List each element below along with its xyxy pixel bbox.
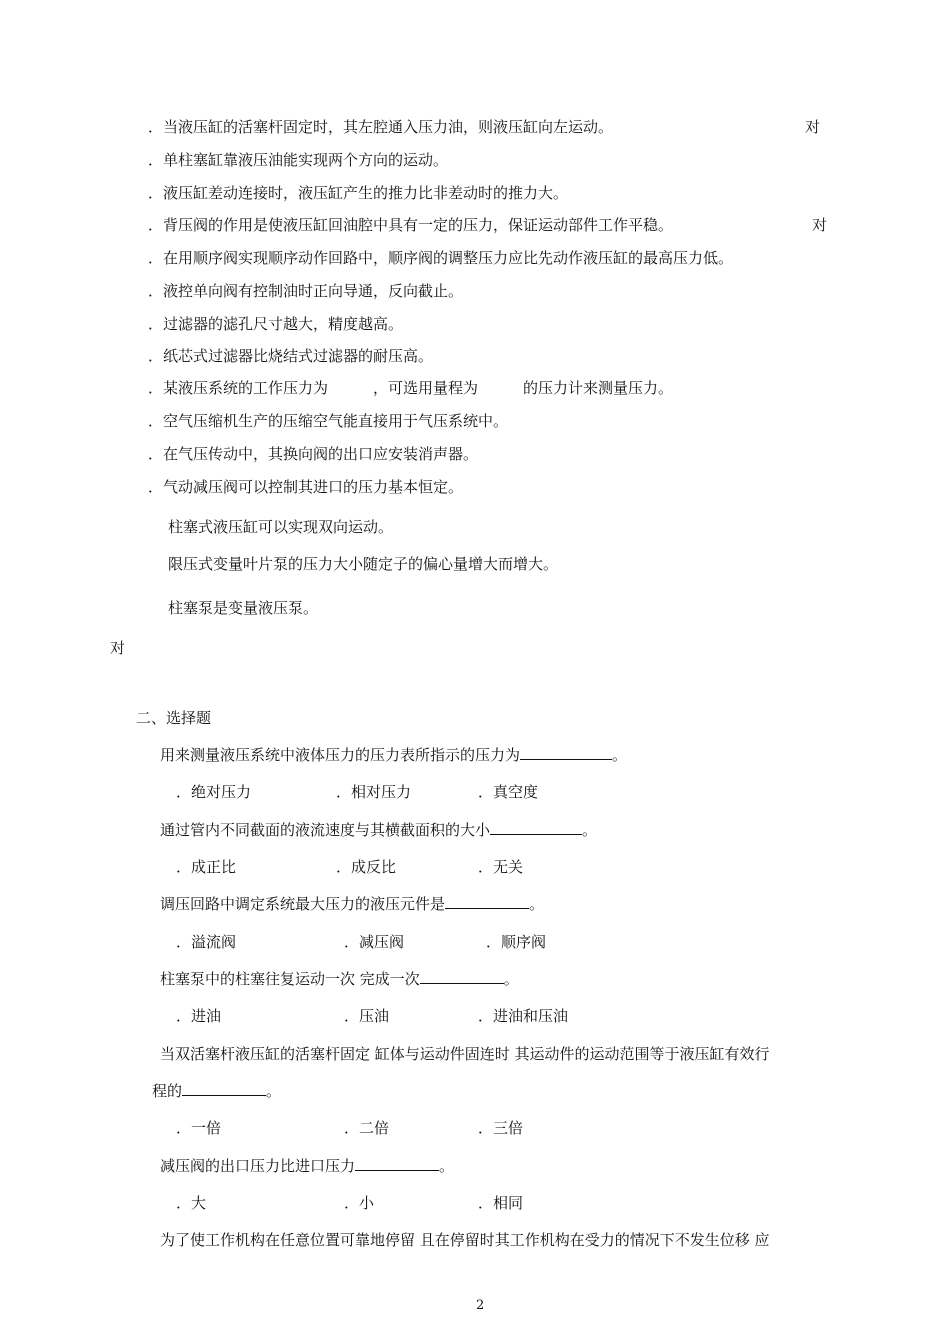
option: ．小 [344,1194,375,1212]
extra-item: 限压式变量叶片泵的压力大小随定子的偏心量增大而增大。 [168,555,559,573]
option: ．进油和压油 [478,1007,569,1025]
answer-blank [490,820,582,835]
question-stem: 通过管内不同截面的液流速度与其横截面积的大小 。 [160,821,598,839]
option: ．绝对压力 [176,783,252,801]
option: ．减压阀 [344,933,405,951]
judgement-item: ．背压阀的作用是使液压缸回油腔中具有一定的压力，保证运动部件工作平稳。 [148,216,674,234]
judgement-item: ．液压缸差动连接时，液压缸产生的推力比非差动时的推力大。 [148,184,569,202]
option: ．二倍 [344,1119,390,1137]
answer-mark: 对 [812,216,828,234]
answer-blank [182,1081,266,1096]
judgement-item: ．某液压系统的工作压力为 ，可选用量程为 的压力计来测量压力。 [148,379,674,397]
answer-blank [445,894,529,909]
option: ．三倍 [478,1119,524,1137]
judgement-item: ．液控单向阀有控制油时正向导通，反向截止。 [148,282,464,300]
judgement-item: ．空气压缩机生产的压缩空气能直接用于气压系统中。 [148,412,509,430]
option: ．大 [176,1194,207,1212]
answer-blank [420,969,504,984]
answer-mark: 对 [805,118,821,136]
answer-mark: 对 [110,639,126,657]
judgement-item: ．在用顺序阀实现顺序动作回路中，顺序阀的调整压力应比先动作液压缸的最高压力低。 [148,249,734,267]
question-stem: 用来测量液压系统中液体压力的压力表所指示的压力为 。 [160,746,628,764]
answer-blank [520,745,612,760]
judgement-item: ．单柱塞缸靠液压油能实现两个方向的运动。 [148,151,449,169]
question-stem: 为了使工作机构在任意位置可靠地停留 且在停留时其工作机构在受力的情况下不发生位移 应 [160,1231,770,1249]
page-number: 2 [476,1298,485,1313]
question-stem-continued: 程的 。 [152,1082,282,1100]
question-stem: 柱塞泵中的柱塞往复运动一次 完成一次 。 [160,970,519,988]
option: ．无关 [478,858,524,876]
option: ．成正比 [176,858,237,876]
option: ．顺序阀 [486,933,547,951]
option: ．相对压力 [336,783,412,801]
judgement-item: ．气动减压阀可以控制其进口的压力基本恒定。 [148,478,464,496]
judgement-item: ．当液压缸的活塞杆固定时，其左腔通入压力油，则液压缸向左运动。 [148,118,614,136]
question-stem: 当双活塞杆液压缸的活塞杆固定 缸体与运动件固连时 其运动件的运动范围等于液压缸有效行 [160,1045,770,1063]
question-stem: 调压回路中调定系统最大压力的液压元件是 。 [160,895,545,913]
option: ．进油 [176,1007,222,1025]
option: ．压油 [344,1007,390,1025]
option: ．溢流阀 [176,933,237,951]
judgement-item: ．纸芯式过滤器比烧结式过滤器的耐压高。 [148,347,434,365]
option: ．一倍 [176,1119,222,1137]
question-stem: 减压阀的出口压力比进口压力 。 [160,1157,455,1175]
extra-item: 柱塞泵是变量液压泵。 [168,599,319,617]
extra-item: 柱塞式液压缸可以实现双向运动。 [168,518,394,536]
judgement-item: ．在气压传动中，其换向阀的出口应安装消声器。 [148,445,479,463]
answer-blank [355,1156,439,1171]
option: ．真空度 [478,783,539,801]
option: ．相同 [478,1194,524,1212]
option: ．成反比 [336,858,397,876]
section-title: 二、选择题 [136,709,212,727]
judgement-item: ．过滤器的滤孔尺寸越大，精度越高。 [148,315,404,333]
